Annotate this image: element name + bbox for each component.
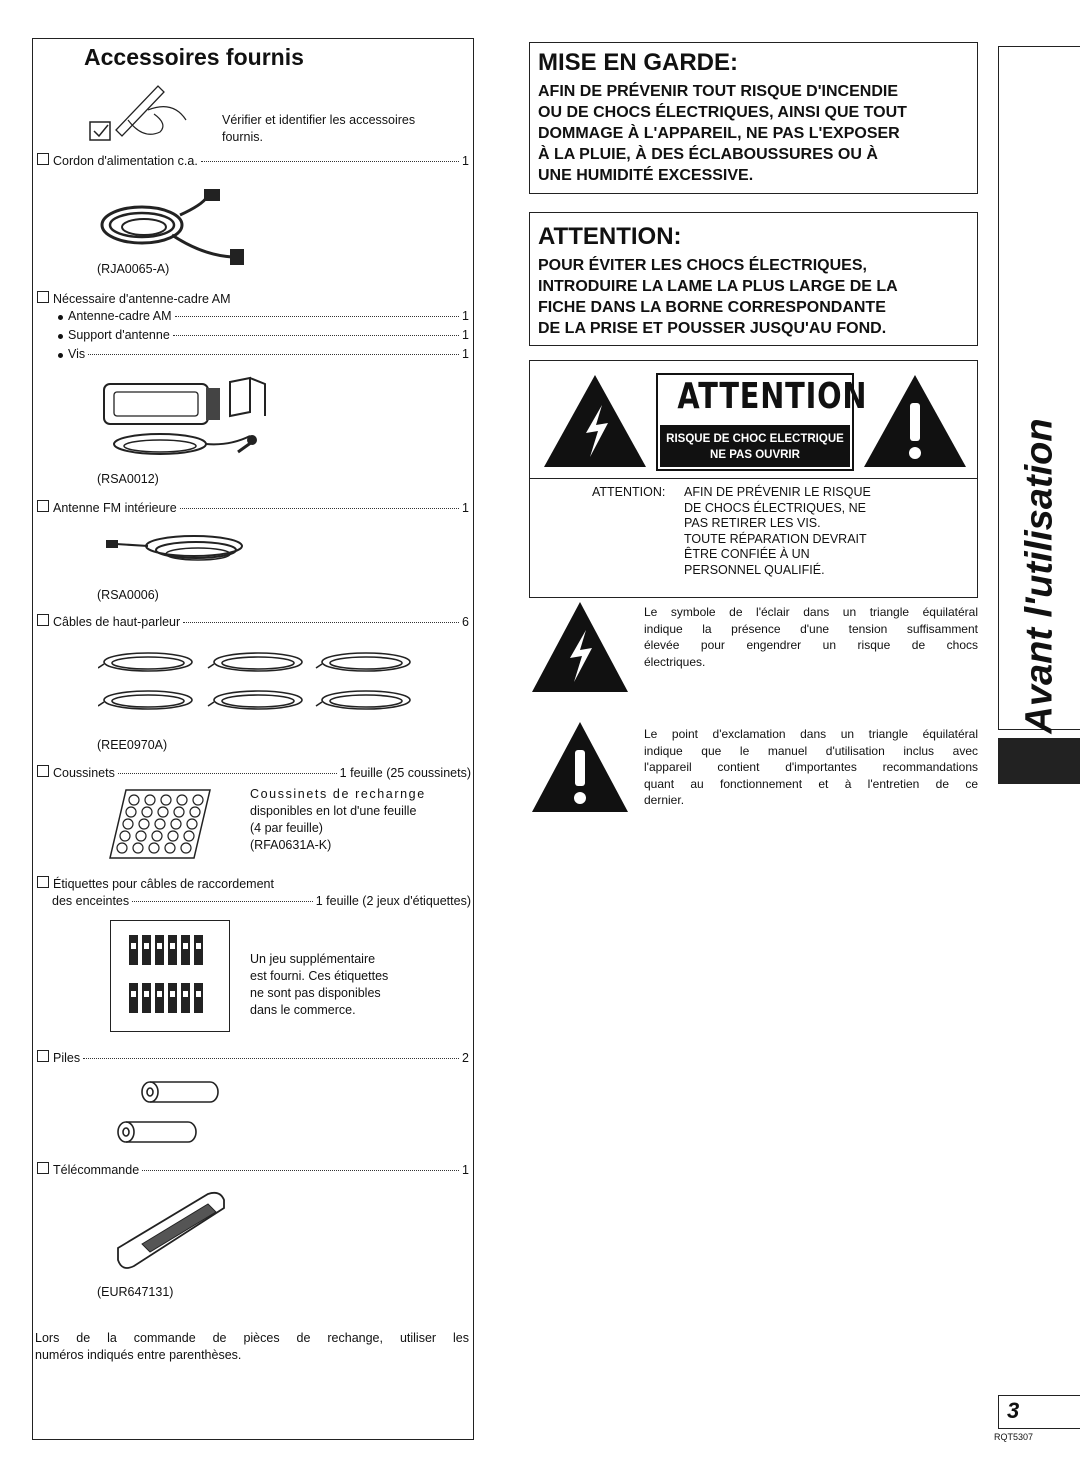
speaker-cables-row: Câbles de haut-parleur 6 — [37, 614, 469, 629]
attention-plate — [656, 373, 868, 471]
mise-en-garde-title: MISE EN GARDE: — [538, 49, 739, 76]
am-kit-item-screw: Vis 1 — [58, 347, 469, 361]
checkbox — [37, 153, 49, 165]
accessories-title: Accessoires fournis — [84, 44, 304, 70]
lightning-symbol-icon — [530, 600, 630, 694]
cushions-note: Coussinets de recharnge disponibles en lot d'une feuille (4 par feuille) (RFA0631A-K) — [250, 787, 426, 852]
warning-divider — [530, 478, 977, 479]
checkbox — [37, 765, 49, 777]
power-cord-row: Cordon d'alimentation c.a. 1 — [37, 153, 469, 168]
mise-en-garde-text: AFIN DE PRÉVENIR TOUT RISQUE D'INCENDIE OU DE CHOCS ÉLECTRIQUES, AINSI QUE TOUT DOMMAGE À L'APPAREIL, NE PAS L'EXPOSER À LA PLUIE, À DES ÉCLABOUSSURES OU À UNE HUMIDITÉ EXCESSIVE. — [538, 83, 907, 184]
footer-note: Lors de la commande de pièces de rechange, utiliser les numéros indiqués entre parenthèses. — [35, 1331, 469, 1362]
doc-code: RQT5307 — [994, 1432, 1034, 1442]
lightning-symbol-text: Le symbole de l'éclair dans un triangle équilatéral indique la présence d'une tension suffisamment élevée pour engendrer un risque de chocs électriques. — [644, 605, 978, 669]
warning-label-box — [529, 360, 978, 598]
attention-plate-title: ATTENTION — [677, 376, 868, 417]
checkbox — [37, 500, 49, 512]
checkbox — [37, 1050, 49, 1062]
fm-antenna-code: (RSA0006) — [97, 588, 159, 602]
checkbox — [37, 614, 49, 626]
warning-caption: AFIN DE PRÉVENIR LE RISQUE DE CHOCS ÉLECTRIQUES, NE PAS RETIRER LES VIS. TOUTE RÉPARATION DEVRAIT ÊTRE CONFIÉE À UN PERSONNEL QUALIFIÉ. — [684, 485, 871, 577]
side-tab-marker — [998, 738, 1080, 784]
labels-row-1: Étiquettes pour câbles de raccordement — [37, 876, 274, 891]
batteries-illustration — [110, 1078, 240, 1148]
power-cord-code: (RJA0065-A) — [97, 262, 170, 276]
remote-illustration — [112, 1186, 232, 1276]
labels-row-2: des enceintes 1 feuille (2 jeux d'étiquettes) — [52, 894, 471, 908]
labels-icon — [111, 921, 229, 1031]
attention-plate-band: RISQUE DE CHOC ELECTRIQUE NE PAS OUVRIR — [660, 425, 850, 467]
cushions-row: Coussinets 1 feuille (25 coussinets) — [37, 765, 471, 780]
exclamation-triangle-icon — [860, 371, 970, 471]
attention-text: POUR ÉVITER LES CHOCS ÉLECTRIQUES, INTRODUIRE LA LAME LA PLUS LARGE DE LA FICHE DANS LA BORNE CORRESPONDANTE DE LA PRISE ET POUSSER JUSQU'AU FOND. — [538, 257, 898, 337]
page-number-box — [998, 1395, 1080, 1429]
exclamation-symbol-icon — [530, 720, 630, 814]
labels-note: Un jeu supplémentaire est fourni. Ces étiquettes ne sont pas disponibles dans le commerce. — [250, 952, 389, 1017]
speaker-cables-code: (REE0970A) — [97, 738, 168, 752]
fm-antenna-row: Antenne FM intérieure 1 — [37, 500, 469, 515]
batteries-row: Piles 2 — [37, 1050, 469, 1065]
checkbox — [37, 876, 49, 888]
am-kit-row: Nécessaire d'antenne-cadre AM — [37, 291, 230, 306]
am-antenna-illustration — [100, 372, 290, 467]
attention-box — [529, 212, 978, 346]
am-kit-item-antenna: Antenne-cadre AM 1 — [58, 309, 469, 323]
remote-code: (EUR647131) — [97, 1285, 174, 1299]
side-tab-label: Avant l'utilisation — [1018, 418, 1061, 734]
exclamation-symbol-text: Le point d'exclamation dans un triangle équilatéral indique que le manuel d'utilisation inclus avec l'appareil contient d'importantes recommandations quant au fonctionnement et à l'entretien de ce dernier. — [644, 727, 978, 807]
verify-text: Vérifier et identifier les accessoires fournis. — [222, 113, 416, 144]
checkbox — [37, 291, 49, 303]
am-kit-item-support: Support d'antenne 1 — [58, 328, 469, 342]
am-kit-code: (RSA0012) — [97, 472, 159, 486]
warning-caption-head: ATTENTION: — [592, 485, 666, 499]
attention-title: ATTENTION: — [538, 223, 682, 250]
page-number: 3 — [1007, 1398, 1020, 1423]
remote-row: Télécommande 1 — [37, 1162, 469, 1177]
pen-check-icon — [88, 80, 188, 150]
checkbox — [37, 1162, 49, 1174]
lightning-triangle-icon — [540, 371, 650, 471]
labels-sheet-illustration — [110, 920, 230, 1032]
cushions-sheet-illustration — [108, 788, 212, 860]
fm-antenna-illustration — [104, 524, 254, 574]
speaker-cables-illustration — [98, 642, 418, 724]
mise-en-garde-box — [529, 42, 978, 194]
